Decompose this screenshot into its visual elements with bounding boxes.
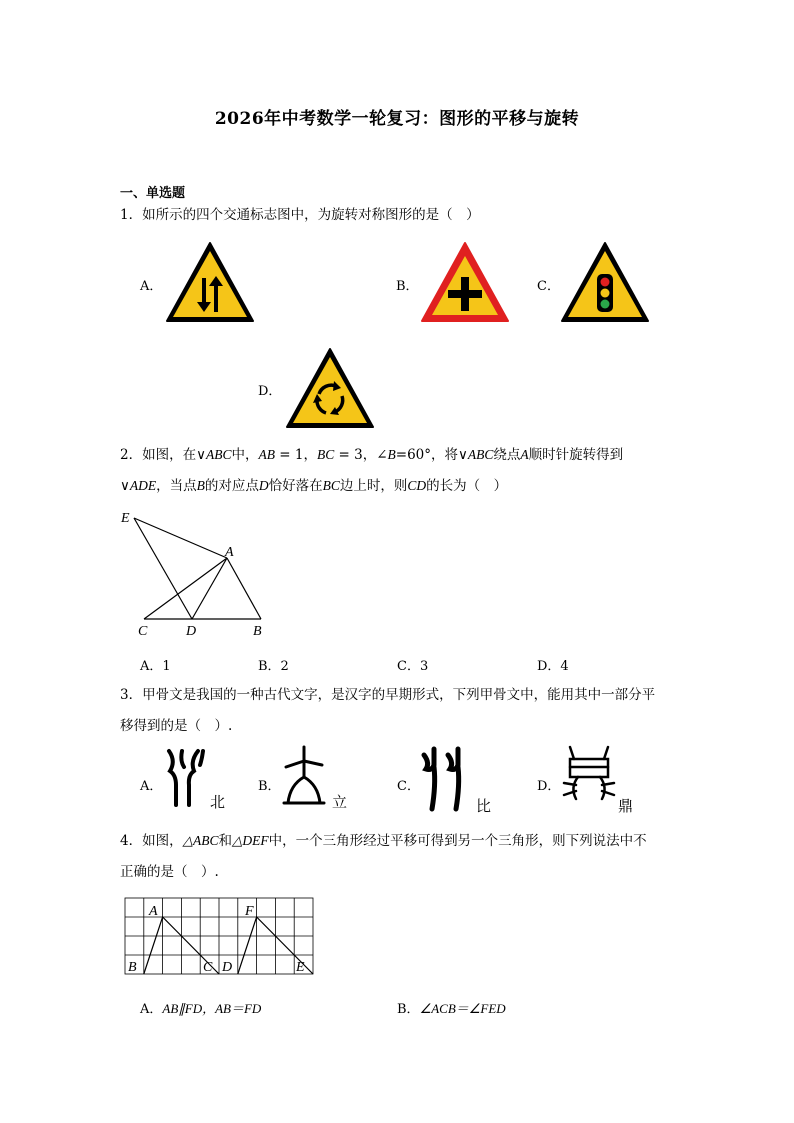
- question-4-stem-line1: [120, 826, 700, 856]
- q2-text: 顺时针旋转得到: [528, 447, 624, 463]
- segment-ed: [134, 518, 192, 619]
- label-b: B: [253, 624, 262, 639]
- q2-text: ，当点: [156, 478, 197, 494]
- q2-seg-bc: BC: [316, 447, 335, 462]
- q4-triangle-def: △DEF: [231, 833, 269, 848]
- q2-text: 2．如图，在: [120, 447, 197, 463]
- q4-triangle-abc: △ABC: [182, 833, 219, 848]
- crossroads-sign-icon[interactable]: [419, 240, 511, 324]
- q4-grid-figure: [124, 896, 316, 976]
- question-3-stem-line2: 移得到的是（ ）.: [120, 718, 233, 734]
- oracle-bei-glyph-icon[interactable]: [162, 745, 232, 815]
- q2-geometry-figure: [115, 505, 275, 640]
- segment-ac: [144, 558, 227, 619]
- q3-char-d: 鼎: [618, 799, 634, 815]
- q2-seg: BC: [322, 478, 340, 493]
- q1-option-a-label: A．: [140, 279, 163, 294]
- question-2-stem-line1: 2．如图，在∨ABC中，AB = 1，BC = 3，∠B=60°，将∨ABC绕点A顺时针旋转得到: [120, 447, 624, 463]
- q3-option-a-label: A．: [140, 779, 163, 794]
- q2-text: 的对应点: [204, 478, 259, 494]
- q2-option-d[interactable]: D．4: [537, 659, 569, 674]
- q2-text: =60°，将: [395, 447, 459, 463]
- q2-triangle: ABC: [205, 447, 232, 462]
- label-e: E: [296, 960, 305, 975]
- oracle-li-glyph-icon[interactable]: [278, 745, 358, 815]
- q1-option-b-label: B．: [396, 279, 419, 294]
- q2-seg: CD: [407, 478, 427, 493]
- traffic-light-sign-icon[interactable]: [559, 240, 651, 324]
- q2-point: A: [520, 447, 529, 462]
- q4-text: 和: [218, 833, 232, 849]
- q2-text: 恰好落在: [268, 478, 323, 494]
- q2-seg-ab: AB: [258, 447, 275, 462]
- label-e: E: [121, 511, 130, 526]
- q2-text: 绕点: [493, 447, 521, 463]
- oracle-ding-glyph-icon[interactable]: [560, 745, 640, 820]
- q1-option-c-label: C．: [537, 279, 560, 294]
- q4-option-a-text: AB∥FD，AB＝FD: [162, 1001, 262, 1016]
- label-d: D: [222, 960, 233, 975]
- roundabout-sign-icon[interactable]: [284, 346, 376, 430]
- q3-option-d-label: D．: [537, 779, 561, 794]
- label-f: F: [245, 904, 254, 919]
- question-1-stem: 1．如所示的四个交通标志图中，为旋转对称图形的是（ ）: [120, 207, 480, 223]
- q4-text: 4．如图，: [120, 833, 183, 849]
- segment-ab: [227, 558, 261, 619]
- q2-text: = 3，∠: [334, 447, 388, 463]
- q2-point: B: [196, 478, 205, 493]
- q3-char-b: 立: [332, 795, 348, 811]
- q2-triangle: ADE: [129, 478, 157, 493]
- q3-option-b-label: B．: [258, 779, 281, 794]
- q4-option-a-letter: A．: [140, 1002, 163, 1017]
- q4-option-a[interactable]: [140, 998, 261, 1017]
- label-a: A: [225, 545, 234, 560]
- question-2-stem-line2: ∨ADE，当点B的对应点D恰好落在BC边上时，则CD的长为（ ）: [120, 478, 508, 494]
- question-3-stem-line1: 3．甲骨文是我国的一种古代文字，是汉字的早期形式，下列甲骨文中，能用其中一部分平: [120, 687, 656, 703]
- question-4-stem-line2: 正确的是（ ）.: [120, 864, 219, 880]
- q2-point: D: [258, 478, 269, 493]
- q2-option-b[interactable]: B．2: [258, 659, 289, 674]
- q3-char-c: 比: [476, 799, 492, 815]
- q3-option-c-label: C．: [397, 779, 420, 794]
- q2-text: 的长为（ ）: [426, 478, 508, 494]
- q2-text: 中，: [231, 447, 259, 463]
- label-a: A: [149, 904, 158, 919]
- q2-text: 边上时，则: [339, 478, 408, 494]
- q2-option-c[interactable]: C．3: [397, 659, 429, 674]
- q2-triangle: ABC: [467, 447, 494, 462]
- q2-text: = 1，: [274, 447, 317, 463]
- label-c: C: [203, 960, 213, 975]
- q4-option-b-letter: B．: [397, 1002, 420, 1017]
- two-way-traffic-sign-icon[interactable]: [164, 240, 256, 324]
- q2-option-a[interactable]: A．1: [140, 659, 171, 674]
- q4-option-b-text: ∠ACB＝∠FED: [419, 1001, 506, 1016]
- segment-ea: [134, 518, 227, 558]
- label-c: C: [138, 624, 148, 639]
- q4-text: 中，一个三角形经过平移可得到另一个三角形，则下列说法中不: [268, 833, 647, 849]
- label-d: D: [186, 624, 197, 639]
- q1-option-d-label: D．: [258, 384, 282, 399]
- section-heading: 一、单选题: [120, 186, 186, 201]
- q3-char-a: 北: [210, 795, 226, 811]
- segment-ad: [192, 558, 227, 619]
- label-b: B: [128, 960, 137, 975]
- q2-angle: B: [387, 447, 396, 462]
- oracle-bi-glyph-icon[interactable]: [420, 745, 500, 820]
- page-title: 2026年中考数学一轮复习：图形的平移与旋转: [214, 109, 580, 129]
- q4-option-b[interactable]: [397, 998, 506, 1017]
